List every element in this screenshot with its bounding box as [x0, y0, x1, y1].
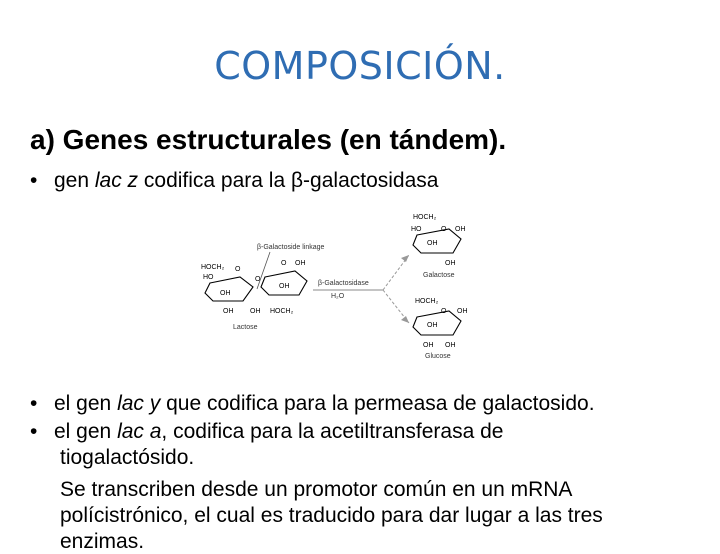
lactose-hoch2-2: HOCH₂ — [270, 308, 294, 315]
lactose-hoch2-1: HOCH₂ — [201, 264, 225, 271]
glucose-label: Glucose — [425, 353, 451, 360]
galactose-ho: HO — [411, 226, 422, 233]
lactose-h-1: OH — [279, 283, 290, 290]
galactose-oh-1: OH — [455, 226, 466, 233]
gene-name: lac z — [94, 169, 139, 192]
continuation-line-2: Se transcriben desde un promotor común en un mRNA — [60, 478, 573, 501]
galactose-oh-3: OH — [445, 260, 456, 267]
lactose-o-1: O — [235, 266, 241, 273]
lactose-oh-4: OH — [250, 308, 261, 315]
slide-title: COMPOSICIÓN. — [214, 44, 506, 88]
lactose-o-2: O — [281, 260, 287, 267]
lactose-oh-1: OH — [220, 290, 231, 297]
galactose-oh-2: OH — [427, 240, 438, 247]
glucose-oh-2: OH — [427, 322, 438, 329]
lactose-o-link: O — [255, 276, 261, 283]
continuation-line-1: tiogalactósido. — [60, 446, 195, 469]
bullet-lac-a: • el gen lac a, codifica para la acetiltransferasa de — [30, 420, 504, 443]
galactose-hoch2: HOCH₂ — [413, 214, 437, 221]
lactose-oh-2: OH — [223, 308, 234, 315]
glucose-oh-1: OH — [457, 308, 468, 315]
bullet-marker: • — [30, 169, 38, 192]
lactose-label: Lactose — [233, 324, 258, 331]
glucose-oh-3: OH — [423, 342, 434, 349]
lactose-oh-3: OH — [295, 260, 306, 267]
galactose-o: O — [441, 226, 447, 233]
gene-name: lac y — [117, 392, 161, 415]
glucose-oh-4: OH — [445, 342, 456, 349]
bullet-lac-y: • el gen lac y que codifica para la permeasa de galactosido. — [30, 392, 595, 415]
galactose-label: Galactose — [423, 272, 455, 279]
bullet-marker: • — [30, 392, 38, 415]
slide-subtitle: a) Genes estructurales (en tándem). — [30, 124, 507, 155]
glucose-hoch2: HOCH₂ — [415, 298, 439, 305]
enzyme-label: β-Galactosidase — [318, 280, 369, 287]
lactose-ho-1: HO — [203, 274, 214, 281]
linkage-label: β-Galactoside linkage — [257, 244, 325, 251]
water-label: H₂O — [331, 293, 345, 300]
continuation-line-4: enzimas. — [60, 530, 145, 553]
continuation-line-3: polícistrónico, el cual es traducido para dar lugar a las tres — [60, 504, 603, 527]
lactose-hydrolysis-diagram — [195, 205, 485, 365]
bullet-marker: • — [30, 420, 38, 443]
gene-name: lac a — [117, 420, 162, 443]
glucose-o: O — [441, 308, 447, 315]
bullet-lac-z: • gen lac z codifica para la β-galactosidasa — [30, 169, 439, 192]
